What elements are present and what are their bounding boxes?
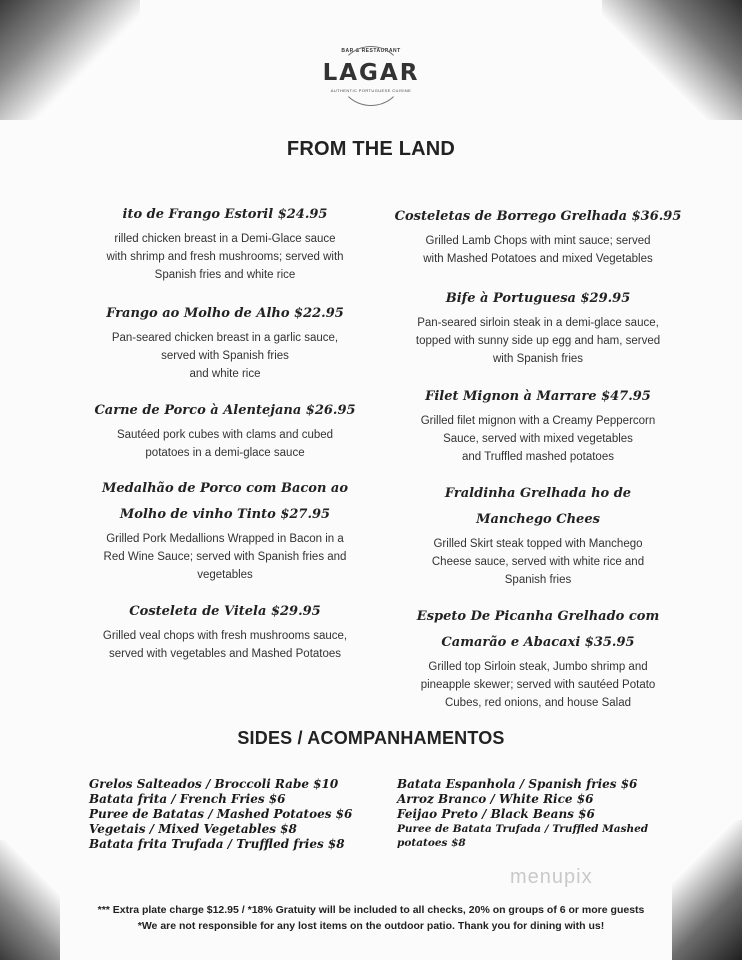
page-corner-shadow	[672, 820, 742, 960]
dish-price: $24.95	[277, 207, 328, 222]
dish-item	[60, 204, 390, 284]
dish-description: Grilled Skirt steak topped with Manchego Cheese sauce, served with white rice and Spanish fries	[431, 538, 645, 586]
sides-list-left	[89, 777, 379, 852]
dish-name: Carne de Porco à Alentejana $26.95	[94, 403, 356, 418]
dish-description: Grilled Pork Medallions Wrapped in Bacon in a Red Wine Sauce; served with Spanish fries and vegetables	[103, 533, 347, 581]
dish-price: $22.95	[294, 306, 344, 321]
dish-price: $35.95	[584, 635, 635, 650]
page-corner-shadow	[0, 0, 140, 120]
dish-price: $47.95	[601, 389, 651, 404]
side-item: Feijao Preto / Black Beans $6	[397, 807, 595, 821]
dish-item	[378, 606, 698, 712]
logo-name: LAGAR	[322, 60, 420, 86]
dish-name: Fraldinha Grelhada ho de	[444, 486, 632, 501]
side-item: Vegetais / Mixed Vegetables $8	[89, 822, 297, 836]
dish-item	[378, 483, 698, 589]
footer-note: *** Extra plate charge $12.95 / *18% Gratuity will be included to all checks, 20% on groups of 6 or more guests	[97, 904, 645, 916]
watermark-text: menupix	[510, 866, 593, 888]
dish-description: Pan-seared chicken breast in a garlic sauce, served with Spanish fries and white rice	[111, 332, 339, 380]
dish-description: Pan-seared sirloin steak in a demi-glace sauce, topped with sunny side up egg and ham, served with Spanish fries	[415, 317, 661, 365]
dish-name: ito de Frango Estoril $24.95	[122, 207, 328, 222]
side-item: Puree de Batata Trufada / Truffled Mashed	[397, 823, 649, 835]
dish-description: Grilled Lamb Chops with mint sauce; served with Mashed Potatoes and mixed Vegetables	[423, 235, 653, 265]
logo-top-text: BAR & RESTAURANT	[341, 48, 401, 54]
logo-bottom-text: AUTHENTIC PORTUGUESE CUISINE	[330, 88, 412, 93]
dish-name: Costeletas de Borrego Grelhada $36.95	[394, 209, 682, 224]
side-item: Puree de Batatas / Mashed Potatoes $6	[89, 807, 353, 821]
dish-item	[60, 478, 390, 584]
dish-description: rilled chicken breast in a Demi-Glace sauce with shrimp and fresh mushrooms; served with Spanish fries and white rice	[106, 233, 344, 281]
dish-description: Grilled veal chops with fresh mushrooms sauce, served with vegetables and Mashed Potatoes	[102, 630, 348, 660]
dish-item	[378, 288, 698, 368]
page-corner-shadow	[602, 0, 742, 120]
dish-price: $29.95	[580, 291, 631, 306]
restaurant-logo	[321, 42, 421, 106]
dish-price: $29.95	[270, 604, 321, 619]
footer-note: *We are not responsible for any lost items on the outdoor patio. Thank you for dining with us!	[137, 920, 605, 932]
side-item: Arroz Branco / White Rice $6	[397, 792, 594, 806]
dish-description: Sautéed pork cubes with clams and cubed potatoes in a demi-glace sauce	[116, 429, 334, 459]
side-item: Batata Espanhola / Spanish fries $6	[397, 777, 638, 791]
logo-arc	[339, 46, 403, 106]
dish-description: Grilled filet mignon with a Creamy Peppercorn Sauce, served with mixed vegetables and Truffled mashed potatoes	[420, 415, 656, 463]
side-item: Batata frita / French Fries $6	[89, 792, 286, 806]
dish-name: Costeleta de Vitela $29.95	[129, 604, 321, 619]
dish-item	[60, 400, 390, 462]
dish-name: Camarão e Abacaxi $35.95	[441, 635, 635, 650]
side-item: Batata frita Trufada / Truffled fries $8	[89, 837, 345, 851]
section-title-from-the-land: FROM THE LAND	[286, 138, 456, 160]
dish-price: $36.95	[631, 209, 682, 224]
dish-description: Grilled top Sirloin steak, Jumbo shrimp and pineapple skewer; served with sautéed Potato Cubes, red onions, and house Salad	[420, 661, 656, 709]
side-item: potatoes $8	[397, 837, 466, 849]
dish-name: Espeto De Picanha Grelhado com	[416, 609, 660, 624]
dish-item	[378, 206, 698, 268]
dish-price: $26.95	[305, 403, 356, 418]
section-title-sides: SIDES / ACOMPANHAMENTOS	[237, 728, 505, 748]
dish-item	[378, 386, 698, 466]
side-item: Grelos Salteados / Broccoli Rabe $10	[89, 777, 339, 791]
dish-price: $27.95	[280, 507, 331, 522]
dish-name: Molho de vinho Tinto $27.95	[119, 507, 331, 522]
dish-name: Filet Mignon à Marrare $47.95	[425, 389, 651, 404]
dish-name: Frango ao Molho de Alho $22.95	[106, 306, 344, 321]
dish-item	[60, 303, 390, 383]
dish-name: Bife à Portuguesa $29.95	[445, 291, 631, 306]
dish-name: Medalhão de Porco com Bacon ao	[101, 481, 349, 496]
dish-name: Manchego Chees	[476, 512, 600, 527]
dish-item	[60, 601, 390, 663]
sides-list-right	[397, 777, 667, 850]
page-corner-shadow	[0, 840, 60, 960]
